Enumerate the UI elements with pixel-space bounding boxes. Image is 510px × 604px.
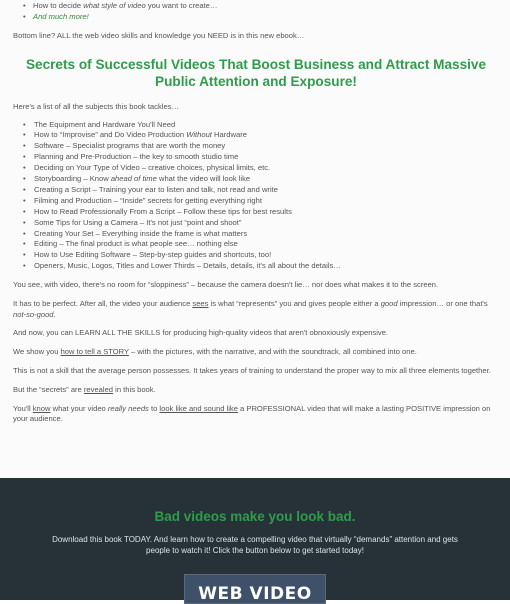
subject-item: • How to “Improvise” and Do Video Production Without Hardware [34,130,499,141]
subjects-list [13,120,499,272]
paragraph-story: We show you how to tell a STORY – with the pictures, with the narrative, and with the soundtrack, all combined into one. [13,347,417,357]
subject-item: • How to Use Editing Software – Step-by-step guides and shortcuts, too! [34,250,499,261]
subject-item: • Planning and Pre-Production – the key to smooth studio time [34,152,499,163]
subject-item: • Filming and Production – “Inside” secrets for getting everything right [34,196,499,207]
subject-item: • Creating Your Set – Everything inside the frame is what matters [34,229,499,240]
paragraph-perfect: It has to be perfect. After all, the video your audience sees is what “represents” you and gives people either a good impression… or one that's not-so-good. [13,298,488,319]
paragraph-skill: This is not a skill that the average person possesses. It takes years of training to understand the proper way to mix all three elements together. [13,366,491,376]
article-body [13,0,499,425]
subject-item: • Editing – The final product is what people see… nothing else [34,239,499,250]
paragraph-secrets: But the “secrets” are revealed in this book. [13,384,156,394]
paragraph-learn-skills: And now, you can LEARN ALL THE SKILLS for producing high-quality videos that aren't obnoxiously expensive. [13,328,389,338]
story-link[interactable]: how to tell a STORY [60,347,129,357]
subject-item: • The Equipment and Hardware You'll Need [34,120,499,131]
subject-item: • Deciding on Your Type of Video – creative choices, physical limits, etc. [34,163,499,174]
subject-item: • Creating a Script – Training your ear to listen and talk, not read and write [34,185,499,196]
subject-item: • How to Read Professionally From a Script – Follow these tips for best results [34,207,499,218]
subject-item: • Openers, Music, Logos, Titles and Lower Thirds – Details, details, it's all about the details… [34,261,499,272]
ebook-cover-title: WEB VIDEO [198,584,312,604]
list-item: • How to decide what style of video you want to create… [33,1,499,12]
list-item: • And much more! [33,12,499,23]
feature-list-continued [13,0,499,23]
subject-item: • Some Tips for Using a Camera – It's not just “point and shoot” [34,218,499,229]
section-headline: Secrets of Successful Videos That Boost Business and Attract Massive Public Attention and Exposure! [25,56,487,89]
cta-title: Bad videos make you look bad. [154,509,356,524]
subjects-intro: Here's a list of all the subjects this book tackles… [13,101,180,111]
subject-item: • Storyboarding – Know ahead of time what the video will look like [34,174,499,185]
bottom-line-text: Bottom line? ALL the web video skills and knowledge you NEED is in this new ebook… [13,31,305,40]
paragraph-sloppiness: You see, with video, there's no room for “sloppiness” – because the camera doesn't lie… nor does what makes it to the screen. [13,280,439,290]
subject-item: • Software – Specialist programs that are worth the money [34,141,499,152]
cta-text: Download this book TODAY. And learn how to create a compelling video that virtually “demands” attention and gets people to watch it! Click the button below to get started today! [52,535,458,555]
paragraph-professional: You'll know what your video really needs to look like and sound like a PROFESSIONAL video that will make a lasting POSITIVE impression on your audience. [13,403,491,424]
